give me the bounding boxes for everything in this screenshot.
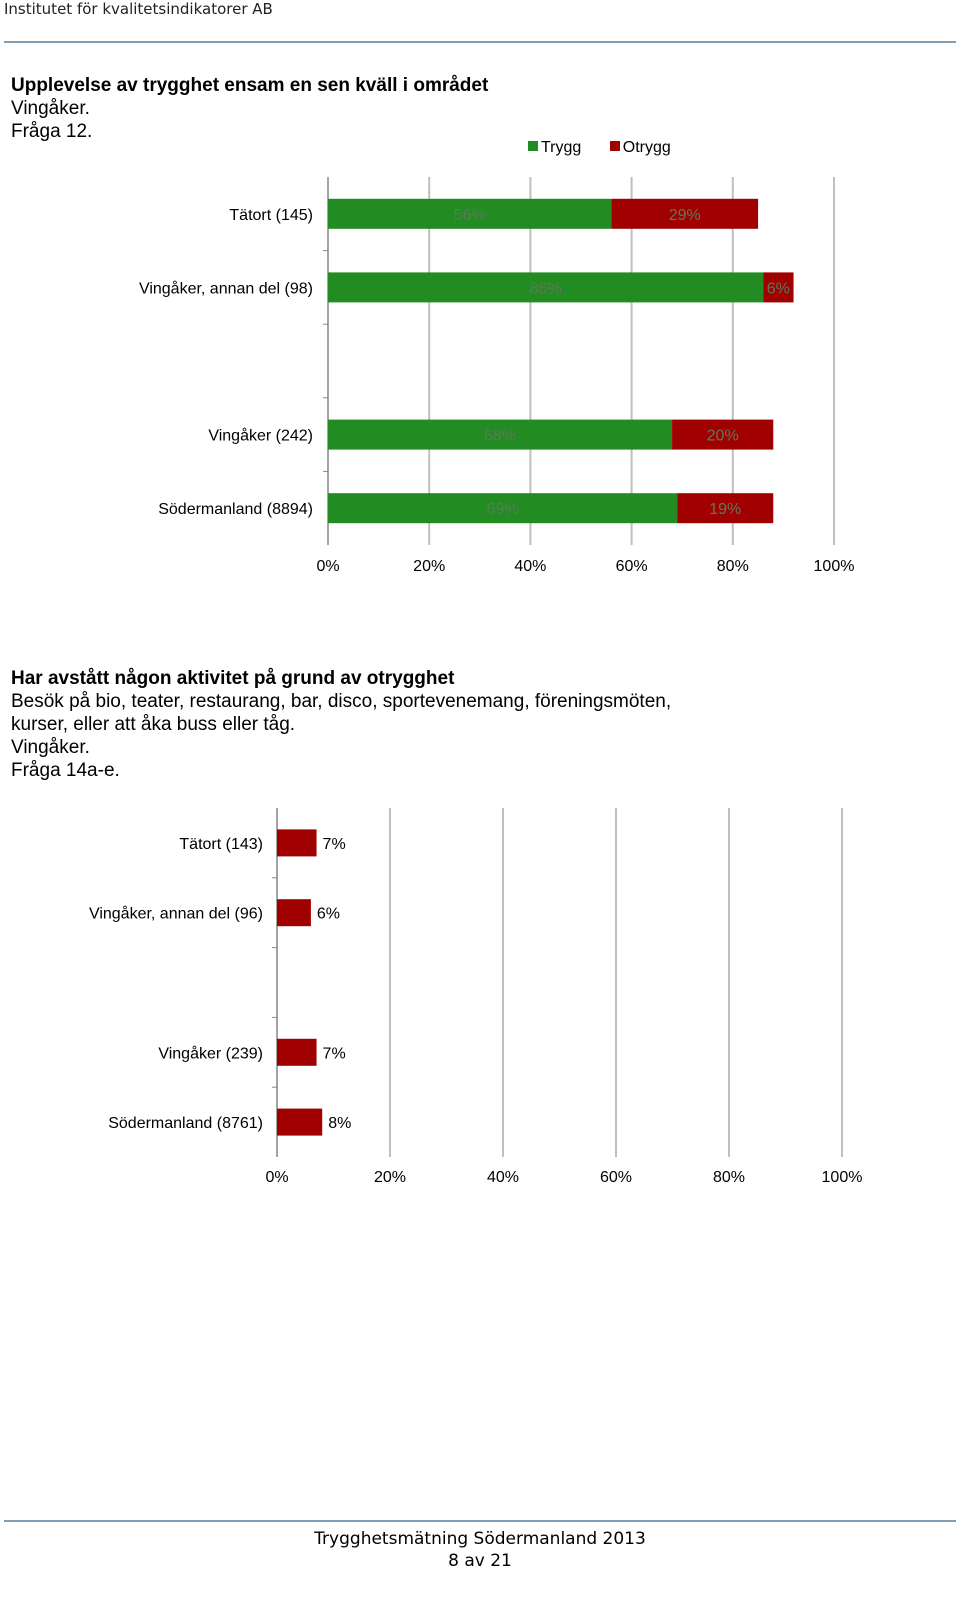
chart1-title: Upplevelse av trygghet ensam en sen kväll i området: [11, 75, 489, 96]
chart2-subtitle-2: kurser, eller att åka buss eller tåg.: [11, 714, 296, 735]
x-tick-label: 100%: [821, 1169, 863, 1186]
chart2-subtitle-1: Besök på bio, teater, restaurang, bar, disco, sportevenemang, föreningsmöten,: [11, 691, 672, 712]
data-label: 6%: [766, 280, 790, 298]
chart2-title: Har avstått någon aktivitet på grund av otrygghet: [11, 668, 455, 689]
data-label: 29%: [668, 206, 701, 224]
data-label: 56%: [453, 206, 486, 224]
data-label: 20%: [706, 427, 739, 445]
x-tick-label: 80%: [716, 558, 749, 575]
bar: [277, 829, 317, 856]
data-label: 86%: [529, 280, 562, 298]
category-label: Södermanland (8761): [108, 1115, 263, 1133]
data-label: 6%: [316, 905, 341, 923]
legend-label-otrygg: Otrygg: [622, 139, 671, 156]
chart2-subtitle-3: Vingåker.: [11, 737, 90, 758]
x-tick-label: 0%: [265, 1169, 289, 1186]
bar: [277, 1039, 317, 1066]
data-label: 7%: [322, 835, 346, 853]
category-label: Vingåker (242): [208, 427, 313, 445]
data-label: 69%: [486, 501, 519, 519]
footer-title: Trygghetsmätning Södermanland 2013: [314, 1529, 646, 1549]
category-label: Vingåker, annan del (96): [88, 905, 263, 923]
x-tick-label: 80%: [712, 1169, 746, 1186]
footer-page-number: 8 av 21: [448, 1551, 512, 1571]
legend-label-trygg: Trygg: [541, 139, 582, 156]
data-label: 8%: [328, 1115, 352, 1133]
data-label: 19%: [709, 501, 742, 519]
x-tick-label: 60%: [599, 1169, 633, 1186]
category-label: Södermanland (8894): [158, 501, 313, 519]
category-label: Vingåker, annan del (98): [138, 280, 313, 298]
category-label: Tätort (143): [179, 835, 263, 853]
x-tick-label: 60%: [615, 558, 648, 575]
data-label: 7%: [322, 1045, 346, 1063]
footer-rule: [4, 1520, 956, 1522]
header-organization: Institutet för kvalitetsindikatorer AB: [4, 0, 273, 18]
x-tick-label: 20%: [373, 1169, 407, 1186]
chart1-subtitle-1: Vingåker.: [11, 98, 90, 119]
data-label: 68%: [484, 427, 517, 445]
x-tick-label: 20%: [413, 558, 446, 575]
category-label: Vingåker (239): [158, 1045, 263, 1063]
x-tick-label: 100%: [813, 558, 855, 575]
x-tick-label: 40%: [514, 558, 547, 575]
bar: [277, 899, 311, 926]
x-tick-label: 40%: [486, 1169, 520, 1186]
category-label: Tätort (145): [229, 206, 313, 224]
x-tick-label: 0%: [316, 558, 340, 575]
chart2-subtitle-4: Fråga 14a-e.: [11, 760, 120, 781]
chart1-subtitle-2: Fråga 12.: [11, 121, 93, 142]
bar: [277, 1109, 322, 1136]
